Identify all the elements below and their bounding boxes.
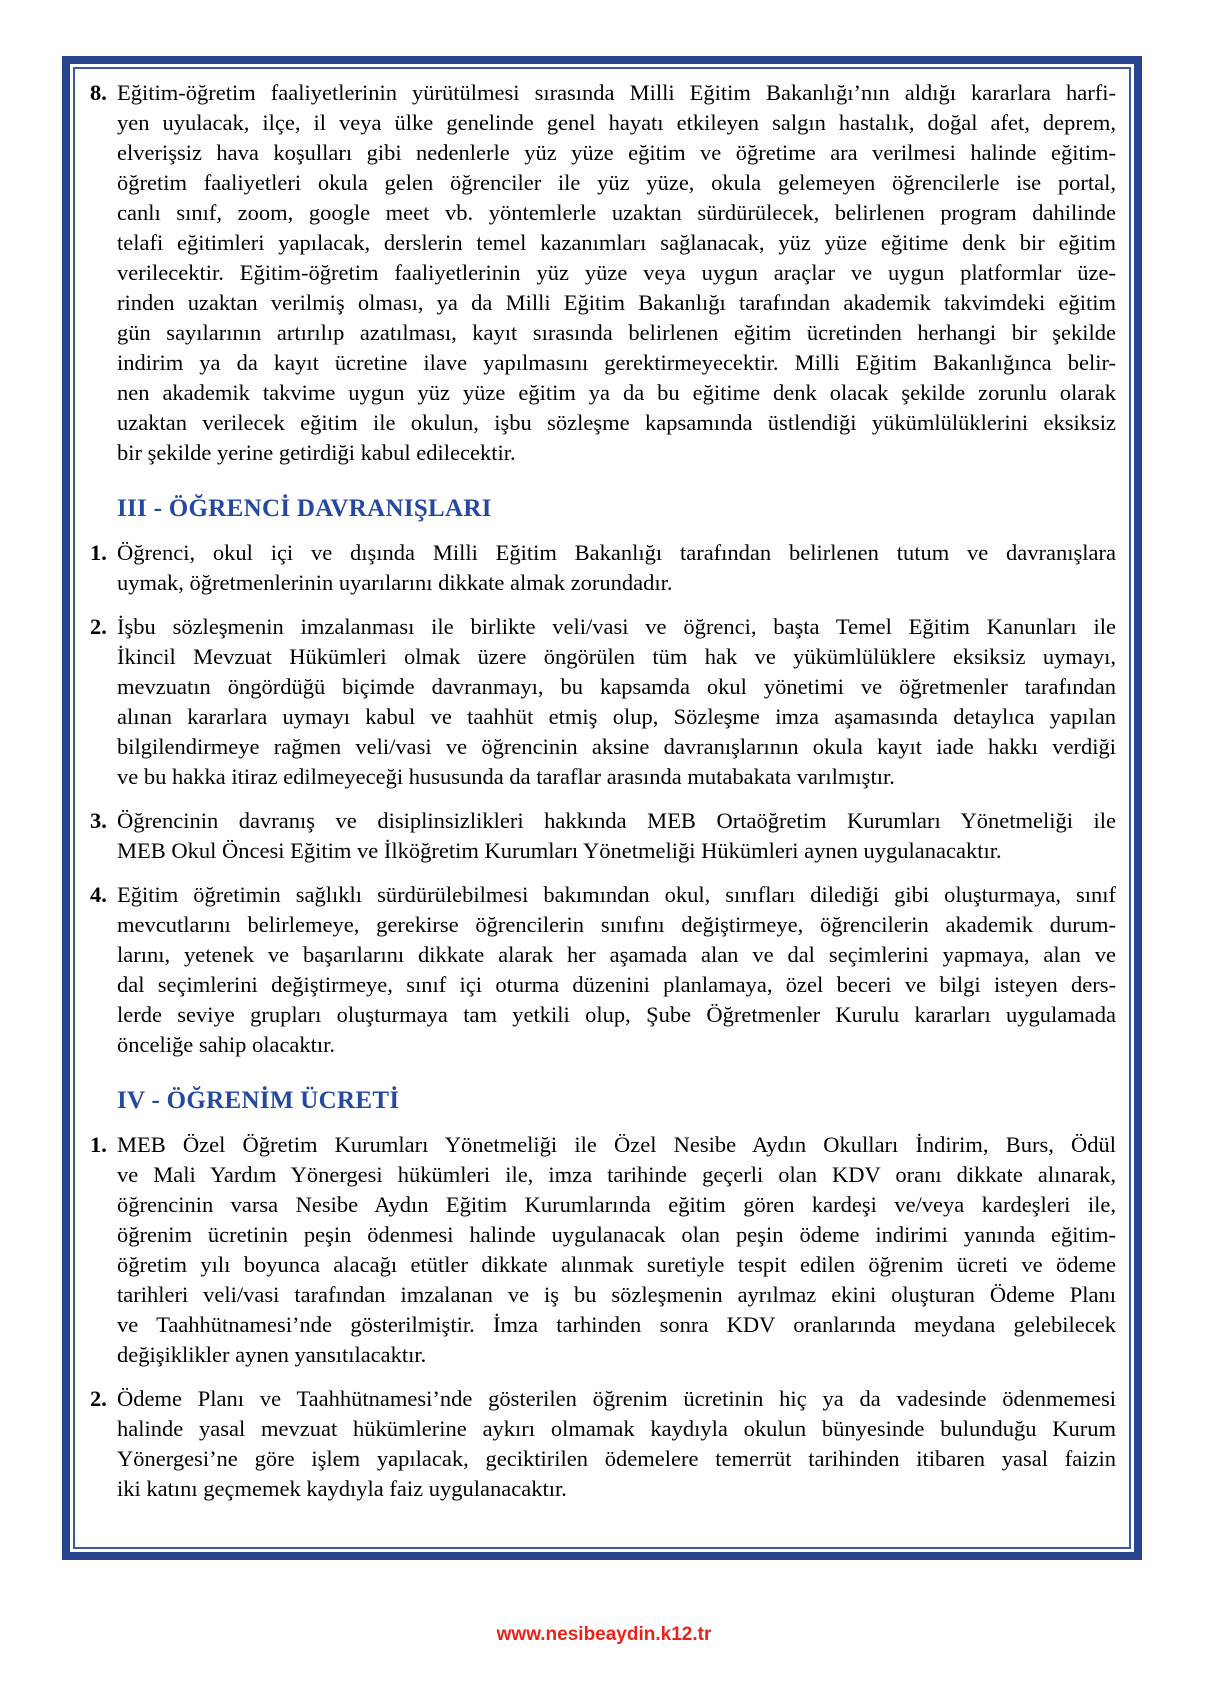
section-heading-iv: IV - ÖĞRENİM ÜCRETİ	[117, 1087, 400, 1114]
clause-iii-4	[90, 880, 1116, 1060]
clause-iii-4-number: 4.	[90, 882, 107, 907]
clause-iv-2-number: 2.	[90, 1386, 107, 1411]
document-border-frame	[62, 56, 1142, 1560]
clause-iv-2	[90, 1384, 1116, 1504]
clause-iii-2	[90, 612, 1116, 792]
clause-8-text: Eğitim-öğretim faaliyetlerinin yürütülmesi sırasında Milli Eğitim Bakanlığı’nın aldığı kararlara harfi- yen uyulacak, ilçe, il veya ülke genelinde genel hayatı etkileyen salgın hastalık, doğal afet, deprem, elverişsiz hava koşulları gibi nedenlerle yüz yüze eğitim ve öğretime ara verilmesi halinde eğitim- öğretim faaliyetleri okula gelen öğrenciler ile yüz yüze, okula gelemeyen öğrencilerle ise portal, canlı sınıf, zoom, google meet vb. yöntemlerle uzaktan sürdürülecek, belirlenen program dahilinde telafi eğitimleri yapılacak, derslerin temel kazanımları sağlanacak, yüz yüze eğitime denk bir eğitim verilecektir. Eğitim-öğretim faaliyetlerinin yüz yüze veya uygun araçlar ve uygun platformlar üze- rinden uzaktan verilmiş olması, ya da Milli Eğitim Bakanlığı tarafından akademik takvimdeki eğitim gün sayılarının artırılıp azatılması, kayıt sırasında belirlenen eğitim ücretinden herhangi bir şekilde indirim ya da kayıt ücretine ilave yapılmasını gerektirmeyecektir. Milli Eğitim Bakanlığınca belir- nen akademik takvime uygun yüz yüze eğitim ya da bu eğitime denk olacak şekilde zorunlu olarak uzaktan verilecek eğitim ile okulun, işbu sözleşme kapsamında üstlendiği yükümlülüklerini eksiksiz bir şekilde yerine getirdiği kabul edilecektir.	[117, 80, 1116, 465]
clause-iii-1-text: Öğrenci, okul içi ve dışında Milli Eğitim Bakanlığı tarafından belirlenen tutum ve davranışlara uymak, öğretmenlerinin uyarılarını dikkate almak zorundadır.	[117, 540, 1116, 595]
clause-iv-1-text: MEB Özel Öğretim Kurumları Yönetmeliği ile Özel Nesibe Aydın Okulları İndirim, Burs, Ödül ve Mali Yardım Yönergesi hükümleri ile, imza tarihinde geçerli olan KDV oranı dikkate alınarak, öğrencinin varsa Nesibe Aydın Eğitim Kurumlarında eğitim gören kardeşi ve/veya kardeşleri ile, öğrenim ücretinin peşin ödenmesi halinde uygulanacak olan peşin ödeme indirimi yanında eğitim- öğretim yılı boyunca alacağı etütler dikkate alınmak suretiyle tespit edilen öğrenim ücreti ve ödeme tarihleri veli/vasi tarafından imzalanan ve iş bu sözleşmenin ayrılmaz ekini oluşturan Ödeme Planı ve Taahhütnamesi’nde gösterilmiştir. İmza tarhinden sonra KDV oranlarında meydana gelebilecek değişiklikler aynen yansıtılacaktır.	[117, 1132, 1116, 1367]
clause-iii-1	[90, 538, 1116, 598]
clause-iii-2-number: 2.	[90, 614, 107, 639]
clause-8-number: 8.	[90, 80, 107, 105]
clause-iii-2-text: İşbu sözleşmenin imzalanması ile birlikte veli/vasi ve öğrenci, başta Temel Eğitim Kanunları ile İkincil Mevzuat Hükümleri olmak üzere öngörülen tüm hak ve yükümlülüklere eksiksiz uymayı, mevzuatın öngördüğü biçimde davranmayı, bu kapsamda okul yönetimi ve öğretmenler tarafından alınan kararlara uymayı kabul ve taahhüt etmiş olup, Sözleşme imza aşamasında detaylıca yapılan bilgilendirmeye rağmen veli/vasi ve öğrencinin aksine davranışlarının okula kayıt iade hakkı verdiği ve bu hakka itiraz edilmeyeceği hususunda da taraflar arasında mutabakata varılmıştır.	[117, 614, 1116, 789]
section-heading-iii: III - ÖĞRENCİ DAVRANIŞLARI	[117, 495, 492, 522]
clause-iii-3-number: 3.	[90, 808, 107, 833]
footer-url: www.nesibeaydin.k12.tr	[496, 1624, 712, 1645]
clause-iii-4-text: Eğitim öğretimin sağlıklı sürdürülebilmesi bakımından okul, sınıfları dilediği gibi oluşturmaya, sınıf mevcutlarını belirlemeye, gerekirse öğrencilerin sınıfını değiştirmeye, öğrencilerin akademik durum- larını, yetenek ve başarılarını dikkate alarak her aşamada alan ve dal seçimlerini yapmaya, alan ve dal seçimlerini değiştirmeye, sınıf içi oturma düzenini planlamaya, özel beceri ve bilgi isteyen ders- lerde seviye grupları oluşturmaya tam yetkili olup, Şube Öğretmenler Kurulu kararları uygulamada önceliğe sahip olacaktır.	[117, 882, 1116, 1057]
clause-iv-1-number: 1.	[90, 1132, 107, 1157]
clause-iii-3-text: Öğrencinin davranış ve disiplinsizlikleri hakkında MEB Ortaöğretim Kurumları Yönetmeliği ile MEB Okul Öncesi Eğitim ve İlköğretim Kurumları Yönetmeliği Hükümleri aynen uygulanacaktır.	[117, 808, 1116, 863]
clause-iii-1-number: 1.	[90, 540, 107, 565]
clause-8	[90, 78, 1116, 468]
clause-iv-1	[90, 1130, 1116, 1370]
clause-iii-3	[90, 806, 1116, 866]
clause-iv-2-text: Ödeme Planı ve Taahhütnamesi’nde gösterilen öğrenim ücretinin hiç ya da vadesinde ödenmemesi halinde yasal mevzuat hükümlerine aykırı olmamak kaydıyla okulun bünyesinde bulunduğu Kurum Yönergesi’ne göre işlem yapılacak, geciktirilen ödemelere temerrüt tarihinden itibaren yasal faizin iki katını geçmemek kaydıyla faiz uygulanacaktır.	[117, 1386, 1116, 1501]
document-inner-frame	[73, 67, 1131, 1549]
